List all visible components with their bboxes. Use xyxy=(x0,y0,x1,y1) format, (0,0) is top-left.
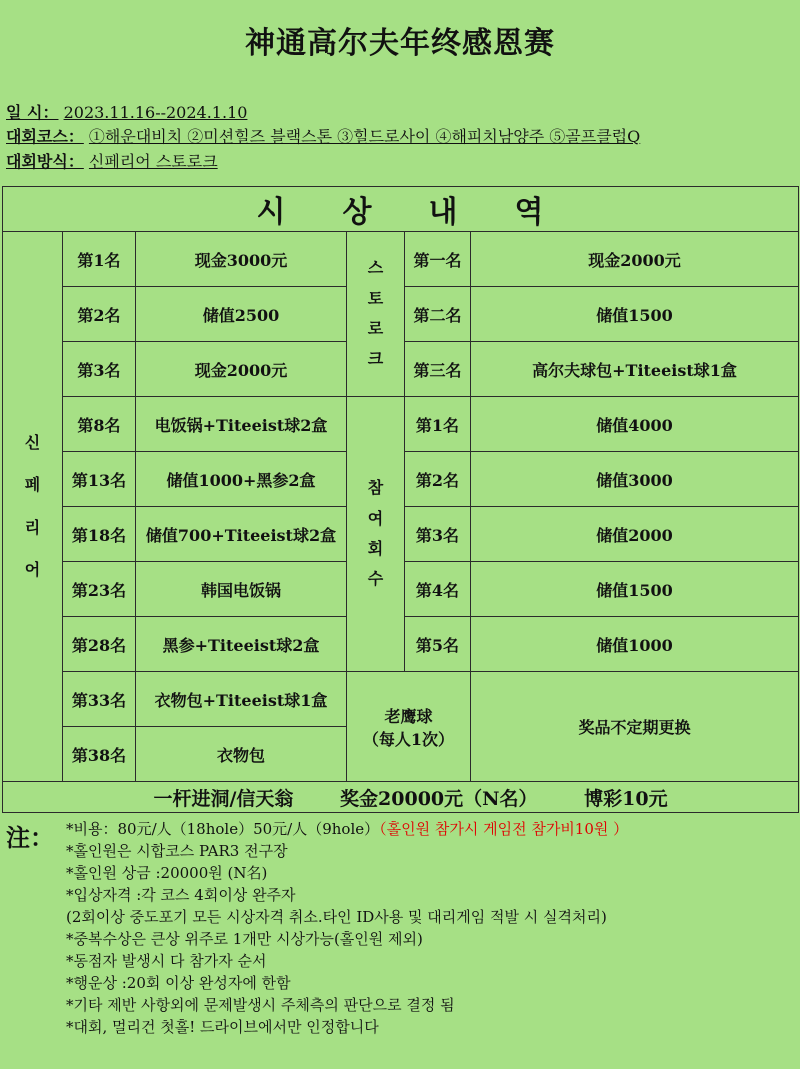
left-prize: 黑参+Titeeist球2盒 xyxy=(136,617,347,672)
prize-table xyxy=(2,186,799,813)
header-char: 시 xyxy=(256,195,287,230)
note-line: *홀인원은 시합코스 PAR3 전구장 xyxy=(66,842,288,860)
eagle-subtitle: （每人1次） xyxy=(362,729,455,749)
group-char: 회 xyxy=(367,539,384,558)
hole-in-one-fee-note: （홀인원 참가시 게임전 참가비10원 ） xyxy=(379,820,629,838)
stroke-rank: 第三名 xyxy=(405,342,471,397)
left-prize: 储值2500 xyxy=(136,287,347,342)
course-value: ①해운대비치 ②미션힐즈 블랙스톤 ③힐드로사이 ④해피치남양주 ⑤골프클럽Q xyxy=(88,127,641,146)
left-rank: 第1名 xyxy=(63,232,136,287)
left-rank: 第8名 xyxy=(63,397,136,452)
hole-in-one-label: 一杆进洞/信天翁 xyxy=(153,787,294,810)
prize-header xyxy=(3,187,799,232)
eagle-label xyxy=(347,672,471,782)
group-char: 토 xyxy=(367,288,384,308)
left-prize: 衣物包 xyxy=(136,727,347,782)
note-line: *대회, 멀리건 첫홀! 드라이브에서만 인정합니다 xyxy=(66,1018,379,1036)
left-rank: 第3名 xyxy=(63,342,136,397)
date-label: 일 시： xyxy=(6,103,59,122)
page-title: 神通高尔夫年终感恩赛 xyxy=(245,26,555,61)
attend-rank: 第1名 xyxy=(405,397,471,452)
betting-fee: 博彩10元 xyxy=(584,787,668,810)
group-char: 크 xyxy=(367,349,384,369)
group-char: 참 xyxy=(367,478,384,498)
left-prize: 衣物包+Titeeist球1盒 xyxy=(136,672,347,727)
attend-prize: 储值1500 xyxy=(471,562,799,617)
stroke-rank: 第一名 xyxy=(405,232,471,287)
group-char: 여 xyxy=(367,508,384,528)
left-rank: 第13名 xyxy=(63,452,136,507)
hole-in-one-bonus: 奖金20000元（N名） xyxy=(340,787,538,810)
left-rank: 第18名 xyxy=(63,507,136,562)
course-line xyxy=(6,124,640,147)
left-prize: 电饭锅+Titeeist球2盒 xyxy=(136,397,347,452)
eagle-prize: 奖品不定期更换 xyxy=(471,672,799,782)
left-rank: 第2名 xyxy=(63,287,136,342)
attend-prize: 储值4000 xyxy=(471,397,799,452)
group-char: 수 xyxy=(367,569,384,589)
left-prize: 储值1000+黑参2盒 xyxy=(136,452,347,507)
stroke-rank: 第二名 xyxy=(405,287,471,342)
note-line: *홀인원 상금 :20000원 (N名) xyxy=(66,864,268,882)
date-value: 2023.11.16--2024.1.10 xyxy=(63,103,248,122)
left-rank: 第23名 xyxy=(63,562,136,617)
group-char: 페 xyxy=(24,475,41,495)
group-char: 스 xyxy=(367,258,384,278)
stroke-group-label xyxy=(347,232,405,397)
group-char: 리 xyxy=(24,517,41,537)
attend-rank: 第2名 xyxy=(405,452,471,507)
attend-prize: 储值3000 xyxy=(471,452,799,507)
method-value: 신페리어 스토로크 xyxy=(88,152,218,171)
stroke-prize: 现金2000元 xyxy=(471,232,799,287)
left-rank: 第33名 xyxy=(63,672,136,727)
group-char: 어 xyxy=(24,559,41,579)
method-label: 대회방식： xyxy=(6,152,84,171)
note-line: *중복수상은 큰상 위주로 1개만 시상가능(홀인원 제외) xyxy=(66,930,423,948)
eagle-title: 老鹰球 xyxy=(384,706,433,726)
note-line: *동점자 발생시 다 참가자 순서 xyxy=(66,952,267,970)
stroke-prize: 储值1500 xyxy=(471,287,799,342)
attendance-group-label xyxy=(347,397,405,672)
hole-in-one-row xyxy=(3,782,799,813)
fee-note: *비용：80元/人（18hole）50元/人（9hole） xyxy=(66,820,380,838)
attend-prize: 储值1000 xyxy=(471,617,799,672)
new-peoria-group-label xyxy=(3,232,63,782)
stroke-prize: 高尔夫球包+Titeeist球1盒 xyxy=(471,342,799,397)
left-rank: 第38名 xyxy=(63,727,136,782)
header-char: 내 xyxy=(428,195,459,230)
note-line: *입상자격 :각 코스 4회이상 완주자 xyxy=(66,886,296,904)
left-prize: 韩国电饭锅 xyxy=(136,562,347,617)
date-line xyxy=(6,100,247,123)
header-char: 상 xyxy=(342,195,373,230)
left-prize: 现金3000元 xyxy=(136,232,347,287)
left-rank: 第28名 xyxy=(63,617,136,672)
attend-rank: 第5名 xyxy=(405,617,471,672)
notes-label: 注： xyxy=(6,823,54,852)
left-prize: 现金2000元 xyxy=(136,342,347,397)
note-line: (2회이상 중도포기 모든 시상자격 취소.타인 ID사용 및 대리게임 적발 시 실격처리) xyxy=(66,908,607,926)
header-char: 역 xyxy=(514,195,545,230)
attend-rank: 第3名 xyxy=(405,507,471,562)
group-char: 로 xyxy=(367,319,384,338)
method-line xyxy=(6,149,218,172)
attend-rank: 第4名 xyxy=(405,562,471,617)
note-line: *행운상 :20회 이상 완성자에 한함 xyxy=(66,974,291,992)
note-line xyxy=(66,818,628,840)
group-char: 신 xyxy=(24,432,41,452)
course-label: 대회코스： xyxy=(6,127,84,146)
attend-prize: 储值2000 xyxy=(471,507,799,562)
left-prize: 储值700+Titeeist球2盒 xyxy=(136,507,347,562)
note-line: *기타 제반 사항외에 문제발생시 주체측의 판단으로 결정 됨 xyxy=(66,996,455,1014)
